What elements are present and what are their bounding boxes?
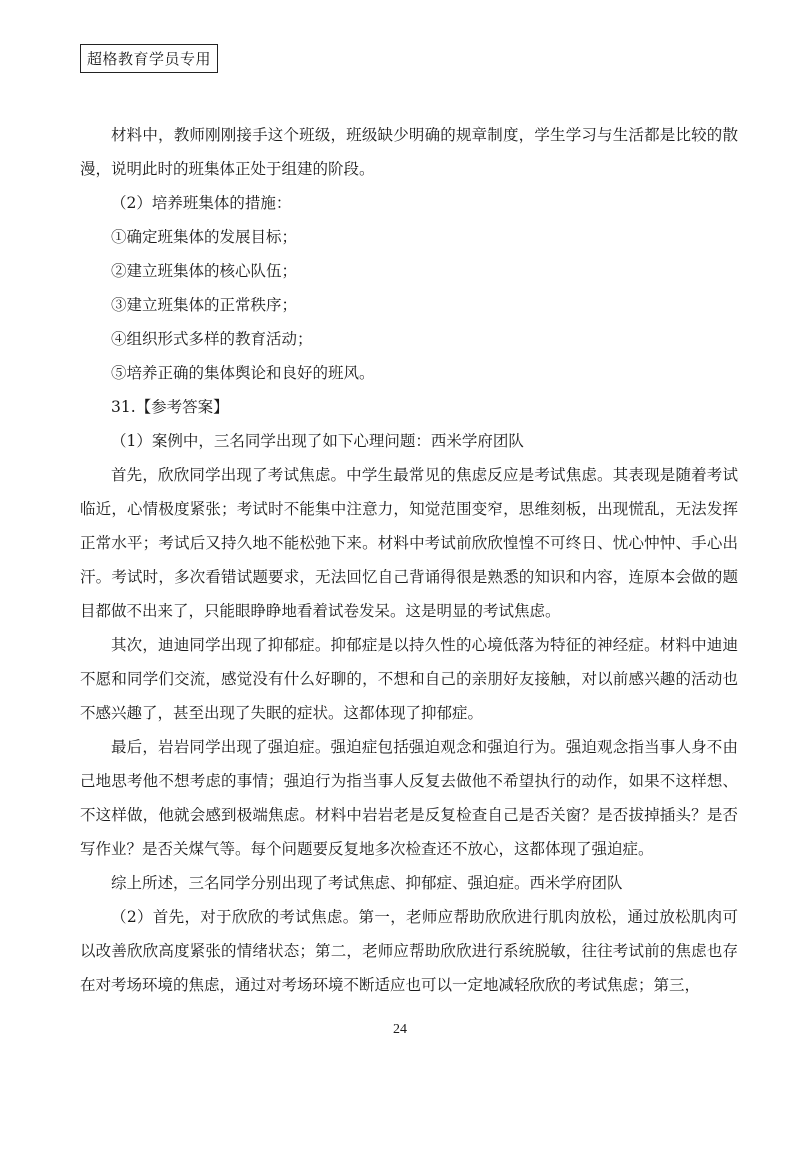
list-item: ⑤培养正确的集体舆论和良好的班风。 — [111, 364, 375, 382]
paragraph: （2）首先，对于欣欣的考试焦虑。第一，老师应帮助欣欣进行肌肉放松，通过放松肌肉可以改善欣欣高度紧张的情绪状态；第二，老师应帮助欣欣进行系统脱敏，往往考试前的焦虑也存在对考场环境的焦虑，通过对考场环境不断适应也可以一定地减轻欣欣的考试焦虑；第三， — [80, 908, 738, 994]
list-item: ④组织形式多样的教育活动； — [111, 330, 313, 348]
question-heading: 31.【参考答案】 — [111, 398, 229, 416]
paragraph: 其次，迪迪同学出现了抑郁症。抑郁症是以持久性的心境低落为特征的神经症。材料中迪迪不愿和同学们交流，感觉没有什么好聊的，不想和自己的亲朋好友接触，对以前感兴趣的活动也不感兴趣了，甚至出现了失眠的症状。这都体现了抑郁症。 — [80, 636, 738, 722]
paragraph: 最后，岩岩同学出现了强迫症。强迫症包括强迫观念和强迫行为。强迫观念指当事人身不由己地思考他不想考虑的事情；强迫行为指当事人反复去做他不希望执行的动作，如果不这样想、不这样做，他就会感到极端焦虑。材料中岩岩老是反复检查自己是否关窗？是否拔掉插头？是否写作业？是否关煤气等。每个问题要反复地多次检查还不放心，这都体现了强迫症。 — [80, 738, 738, 858]
list-item: ①确定班集体的发展目标； — [111, 228, 298, 246]
paragraph: 材料中，教师刚刚接手这个班级，班级缺少明确的规章制度，学生学习与生活都是比较的散漫，说明此时的班集体正处于组建的阶段。 — [80, 126, 738, 178]
paragraph: （2）培养班集体的措施： — [111, 194, 292, 212]
paragraph: （1）案例中，三名同学出现了如下心理问题：西米学府团队 — [111, 432, 524, 450]
paragraph: 首先，欣欣同学出现了考试焦虑。中学生最常见的焦虑反应是考试焦虑。其表现是随着考试临近，心情极度紧张；考试时不能集中注意力，知觉范围变窄，思维刻板，出现慌乱，无法发挥正常水平；考试后又持久地不能松弛下来。材料中考试前欣欣惶惶不可终日、忧心忡忡、手心出汗。考试时，多次看错试题要求，无法回忆自己背诵得很是熟悉的知识和内容，连原本会做的题目都做不出来了，只能眼睁睁地看着试卷发呆。这是明显的考试焦虑。 — [80, 466, 738, 620]
document-body — [80, 118, 738, 1002]
header-badge: 超格教育学员专用 — [80, 44, 218, 73]
list-item: ②建立班集体的核心队伍； — [111, 262, 298, 280]
page-number: 24 — [393, 1022, 407, 1037]
paragraph: 综上所述，三名同学分别出现了考试焦虑、抑郁症、强迫症。西米学府团队 — [111, 874, 623, 892]
list-item: ③建立班集体的正常秩序； — [111, 296, 298, 314]
